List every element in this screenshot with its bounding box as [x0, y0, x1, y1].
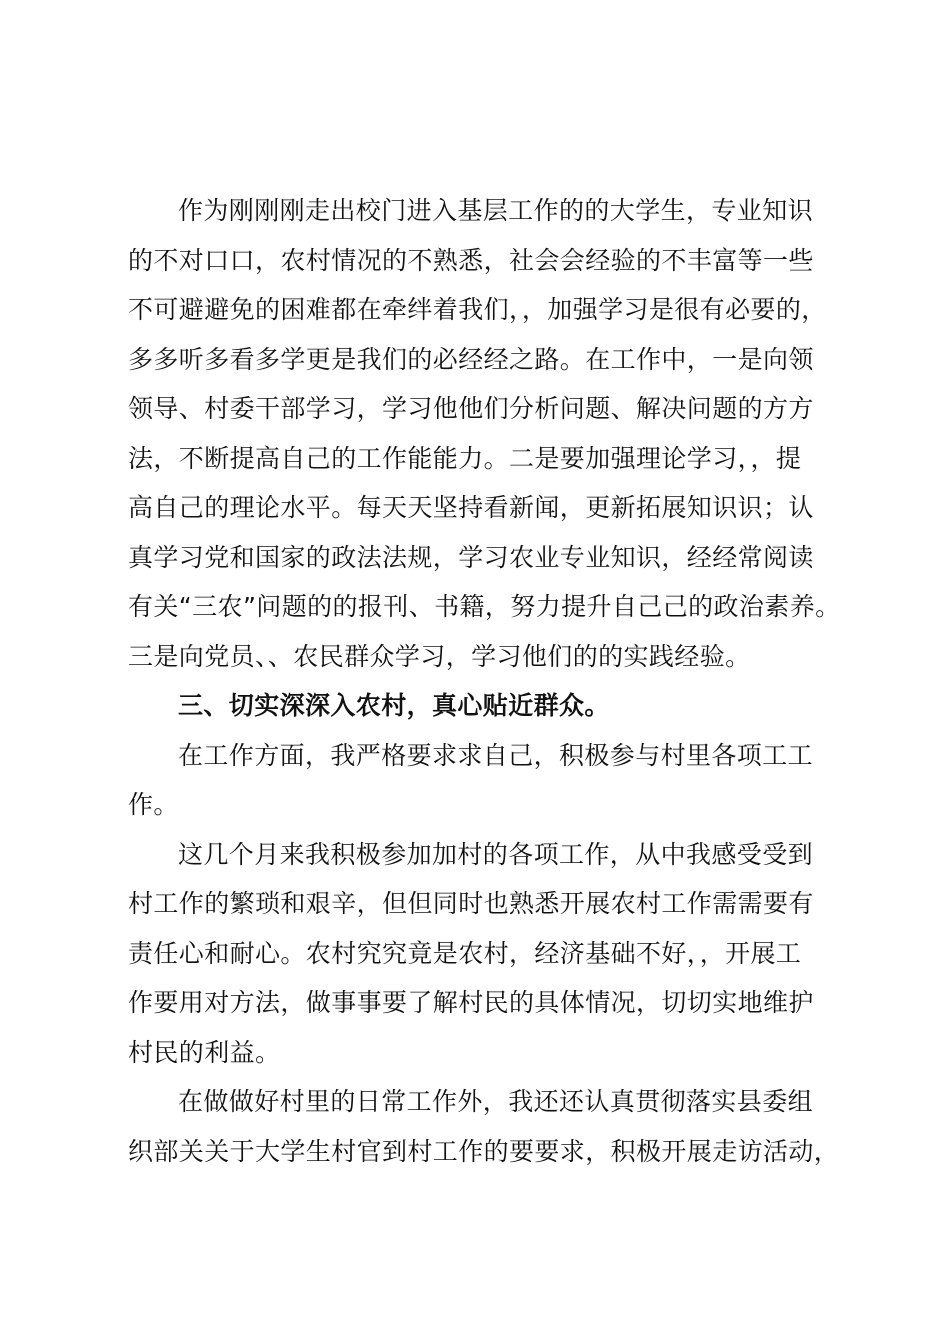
text-line: 领导、村委干部学习，学习他他们分析问题、解决问题的方方 — [128, 394, 814, 423]
text-line: 这几个月来我积极参加加村的各项工作，从中我感受受到 — [178, 839, 814, 869]
text-line: 作。 — [128, 790, 179, 819]
text-line: 法，不断提高自己的工作能能力。二是要加强理论学习，，提 — [128, 443, 802, 473]
text-line: 在做做好村里的日常工作外，我还还认真贯彻落实县委组 — [178, 1087, 814, 1116]
text-line: 作要用对方法，做事事要了解村民的具体情况，切切实地维护 — [128, 988, 814, 1017]
text-line: 多多听多看多学更是我们的必经经之路。在工作中，一是向领 — [128, 344, 814, 374]
text-line: 有关“三农”问题的的报刊、书籍，努力提升自己己的政治素养。 — [128, 592, 841, 621]
body-text — [128, 186, 858, 1176]
text-line: 的不对口口，农村情况的不熟悉，社会会经验的不丰富等一些 — [128, 245, 814, 275]
text-line: 高自己的理论水平。每天天坚持看新闻，更新拓展知识识；认 — [128, 493, 814, 522]
text-line: 村工作的繁琐和艰辛，但但同时也熟悉开展农村工作需需要有 — [128, 889, 814, 918]
text-line: 责任心和耐心。农村究究竟是农村，经济基础不好，，开展工 — [128, 938, 802, 968]
text-line: 真学习党和国家的政法法规，学习农业专业知识，经经常阅读 — [128, 542, 814, 572]
text-line: 三是向党员、、农民群众学习，学习他们的的实践经验。 — [128, 641, 751, 671]
text-line: 作为刚刚刚走出校门进入基层工作的的大学生，专业知识 — [178, 196, 814, 225]
text-line: 织部关关于大学生村官到村工作的要要求，积极开展走访活动， — [128, 1136, 840, 1166]
text-line: 在工作方面，我严格要求求自己，积极参与村里各项工工 — [178, 740, 814, 770]
section-heading: 三、切实深深入农村，真心贴近群众。 — [178, 691, 610, 720]
text-line: 村民的利益。 — [128, 1037, 281, 1067]
text-line: 不可避避免的困难都在牵绊着我们，，加强学习是很有必要的， — [128, 295, 827, 324]
